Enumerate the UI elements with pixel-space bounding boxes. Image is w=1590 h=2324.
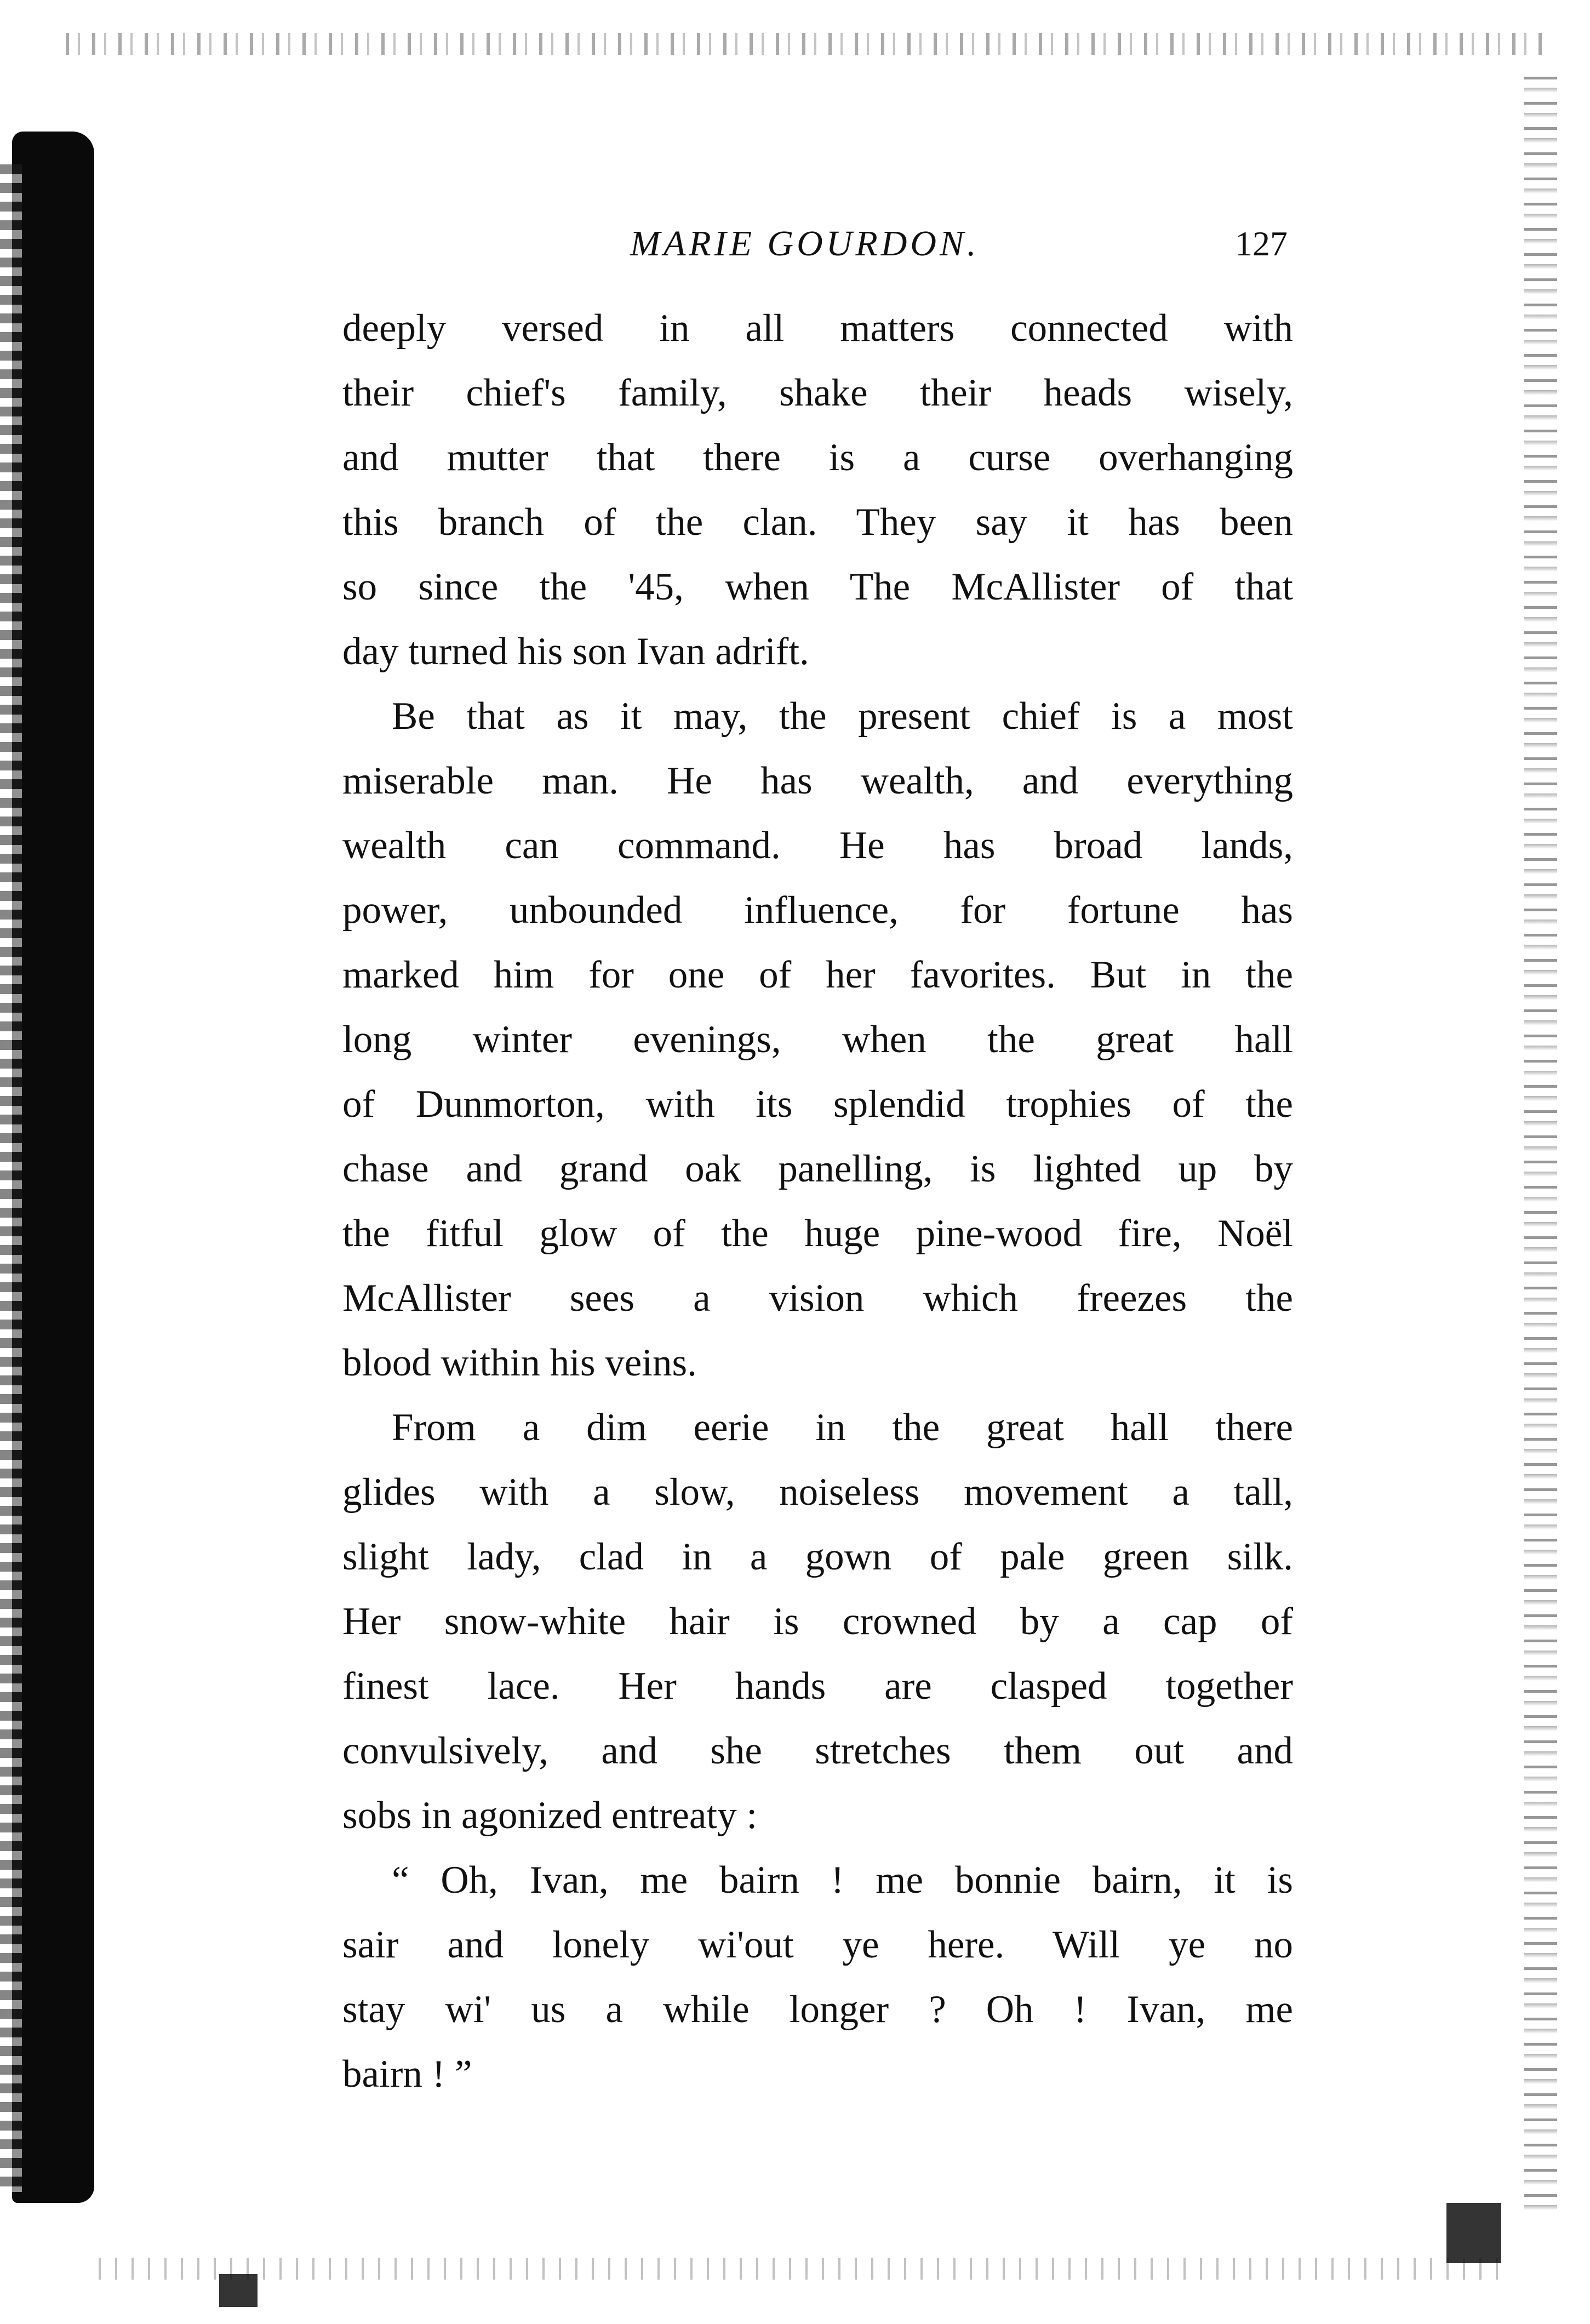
text-line: so since the '45, when The McAllister of that (342, 566, 1293, 608)
paragraph (342, 684, 1293, 1395)
text-line: Be that as it may, the present chief is a most (392, 695, 1293, 738)
text-line: chase and grand oak panelling, is lighted up by (342, 1147, 1293, 1190)
scan-binding-fringe (0, 164, 22, 2192)
text-line: blood within his veins. (342, 1341, 697, 1384)
scan-corner-mark (219, 2274, 258, 2307)
text-line: power, unbounded influence, for fortune has (342, 889, 1293, 932)
text-line: miserable man. He has wealth, and everything (342, 760, 1293, 802)
text-line: sobs in agonized entreaty : (342, 1794, 758, 1837)
text-line: day turned his son Ivan adrift. (342, 630, 809, 673)
scan-right-edge-noise (1524, 77, 1557, 2214)
text-line: finest lace. Her hands are clasped together (342, 1665, 1293, 1708)
paragraph (342, 1395, 1293, 1848)
text-line: “ Oh, Ivan, me bairn ! me bonnie bairn, it is (392, 1859, 1293, 1902)
text-line: marked him for one of her favorites. But in the (342, 953, 1293, 996)
text-line: their chief's family, shake their heads wisely, (342, 372, 1293, 414)
text-line: and mutter that there is a curse overhanging (342, 436, 1293, 479)
text-line: bairn ! ” (342, 2053, 472, 2095)
paragraph (342, 296, 1293, 684)
text-line: the fitful glow of the huge pine-wood fire, Noël (342, 1212, 1293, 1255)
text-line: this branch of the clan. They say it has been (342, 501, 1293, 544)
text-line: glides with a slow, noiseless movement a tall, (342, 1471, 1293, 1514)
page-number: 127 (1235, 224, 1288, 263)
scan-bottom-edge-noise (99, 2258, 1512, 2280)
text-line: From a dim eerie in the great hall there (392, 1406, 1293, 1449)
body-text (342, 296, 1293, 2106)
paragraph (342, 1848, 1293, 2106)
text-line: long winter evenings, when the great hall (342, 1018, 1293, 1061)
running-head (340, 214, 1304, 274)
running-title: MARIE GOURDON. (630, 224, 980, 264)
scan-binding-shadow (12, 132, 94, 2203)
text-line: stay wi' us a while longer ? Oh ! Ivan, me (342, 1988, 1293, 2031)
text-line: McAllister sees a vision which freezes the (342, 1277, 1293, 1320)
scan-corner-mark (1446, 2203, 1501, 2263)
text-line: sair and lonely wi'out ye here. Will ye no (342, 1923, 1293, 1966)
scan-top-edge-noise (66, 33, 1545, 55)
text-line: of Dunmorton, with its splendid trophies of the (342, 1083, 1293, 1126)
text-line: wealth can command. He has broad lands, (342, 824, 1293, 867)
text-line: slight lady, clad in a gown of pale green silk. (342, 1535, 1293, 1578)
text-line: deeply versed in all matters connected with (342, 307, 1293, 350)
text-line: Her snow-white hair is crowned by a cap of (342, 1600, 1293, 1643)
text-line: convulsively, and she stretches them out and (342, 1729, 1293, 1772)
